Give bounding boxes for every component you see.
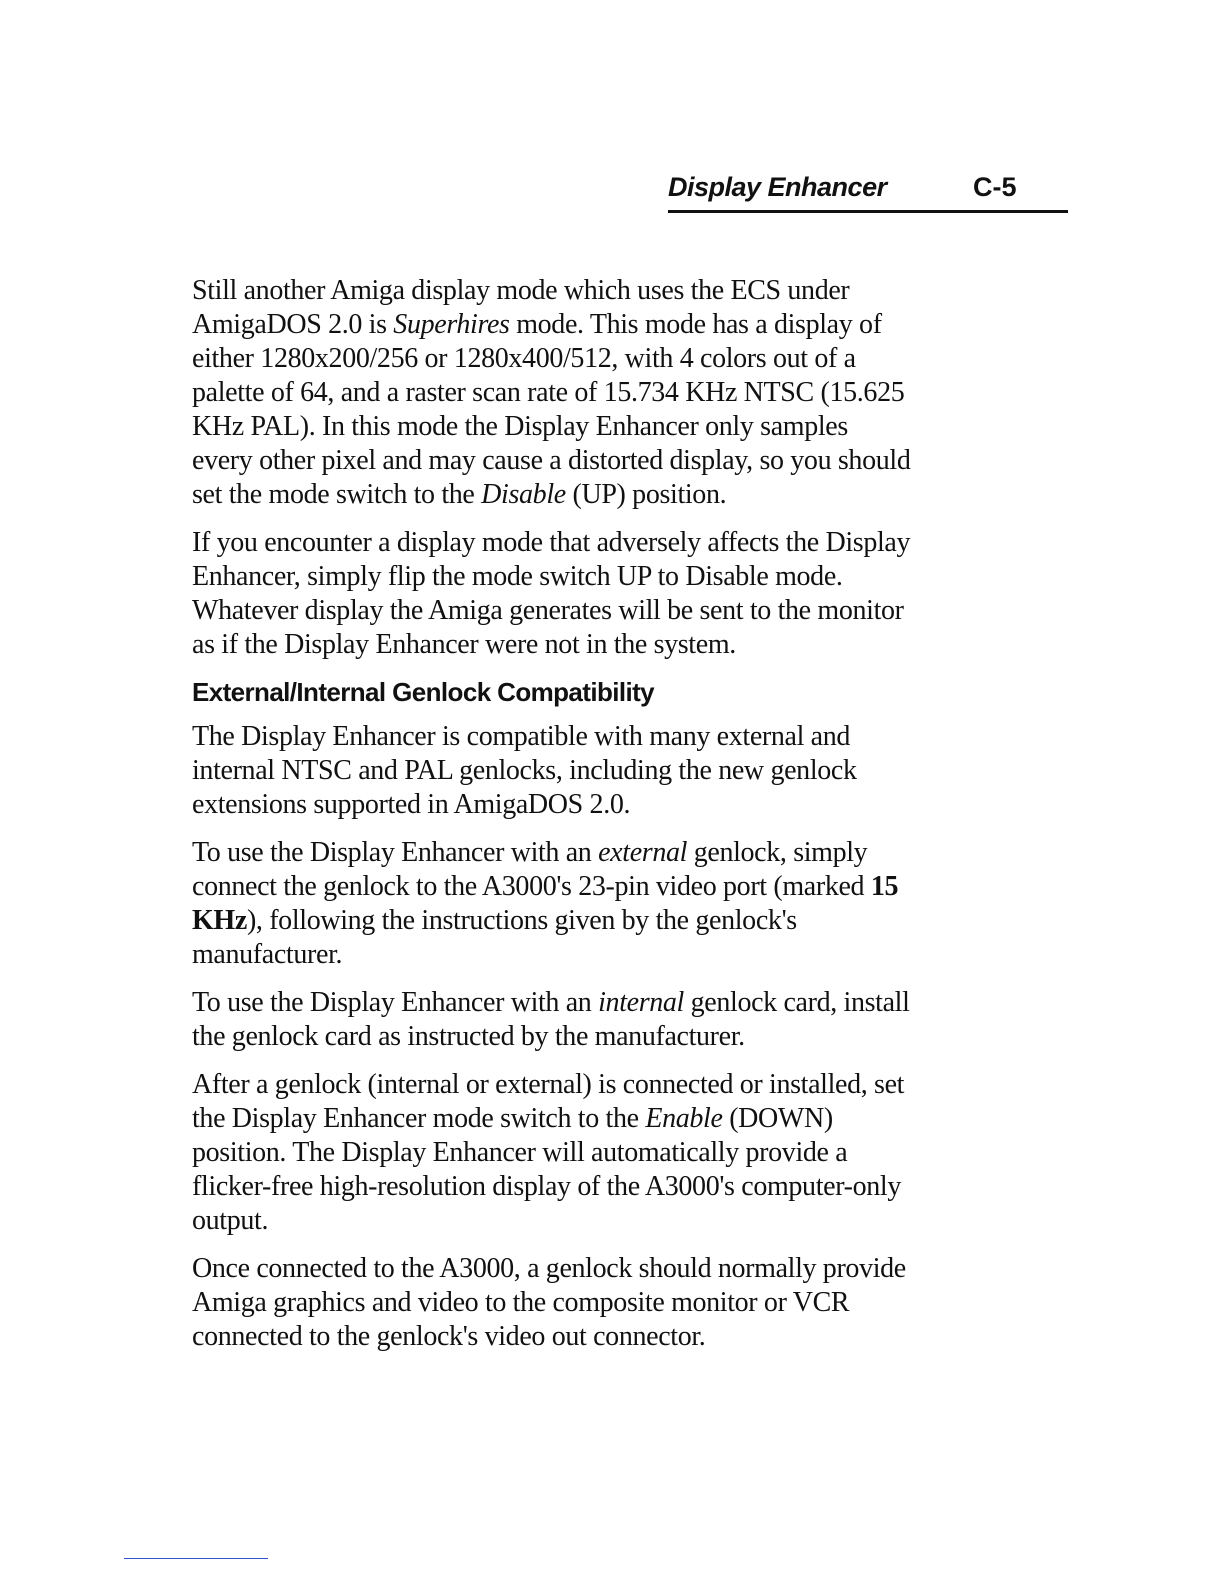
- emphasis-disable: Disable: [481, 479, 566, 510]
- text-run: To use the Display Enhancer with an: [192, 837, 599, 868]
- text-run: After a genlock (internal or external) is connected or installed, set the Display Enhancer mode switch to the: [192, 1069, 905, 1134]
- section-title: Display Enhancer: [668, 172, 887, 202]
- text-run: Still another Amiga display mode which uses the ECS under AmigaDOS 2.0 is: [192, 275, 850, 340]
- emphasis-internal: internal: [598, 987, 684, 1018]
- emphasis-enable: Enable: [645, 1103, 723, 1134]
- text-run: ), following the instructions given by the genlock's manufacturer.: [192, 905, 797, 970]
- paragraph-superhires: [192, 274, 912, 512]
- text-run: To use the Display Enhancer with an: [192, 987, 599, 1018]
- bold-port-label: 15 KHz: [192, 871, 899, 936]
- paragraph-internal-genlock: [192, 986, 912, 1054]
- text-run: (DOWN) position. The Display Enhancer will automatically provide a flicker-free high-resolution display of the A3000's computer-only output.: [192, 1103, 901, 1236]
- running-header: [640, 168, 1070, 212]
- paragraph-enable-mode: [192, 1068, 912, 1238]
- text-run: mode. This mode has a display of either 1280x200/256 or 1280x400/512, with 4 colors out of a palette of 64, and a raster scan rate of 15.734 KHz NTSC (15.625 KHz PAL). In this mode the Display Enhancer only samples every other pixel and may cause a distorted display, so you should set the mode switch to the: [192, 309, 911, 510]
- paragraph-compatibility: The Display Enhancer is compatible with many external and internal NTSC and PAL genlocks, including the new genlock extensions supported in AmigaDOS 2.0.: [192, 721, 857, 820]
- emphasis-superhires: Superhires: [393, 309, 510, 340]
- paragraph-adverse-mode: If you encounter a display mode that adversely affects the Display Enhancer, simply flip the mode switch UP to Disable mode. Whatever display the Amiga generates will be sent to the monitor as if the Display Enhancer were not in the system.: [192, 527, 911, 660]
- paragraph-output: Once connected to the A3000, a genlock should normally provide Amiga graphics and video to the composite monitor or VCR connected to the genlock's video out connector.: [192, 1253, 906, 1352]
- section-heading: External/Internal Genlock Compatibility: [192, 677, 655, 707]
- text-run: (UP) position.: [565, 479, 727, 510]
- body-text: [192, 274, 912, 1368]
- footer-rule: [124, 1558, 268, 1559]
- paragraph-external-genlock: [192, 836, 912, 972]
- text-run: genlock, simply connect the genlock to the A3000's 23-pin video port (marked: [192, 837, 871, 902]
- page-number: C-5: [973, 172, 1017, 202]
- header-rule: [668, 210, 1068, 213]
- emphasis-external: external: [598, 837, 688, 868]
- text-run: genlock card, install the genlock card as instructed by the manufacturer.: [192, 987, 910, 1052]
